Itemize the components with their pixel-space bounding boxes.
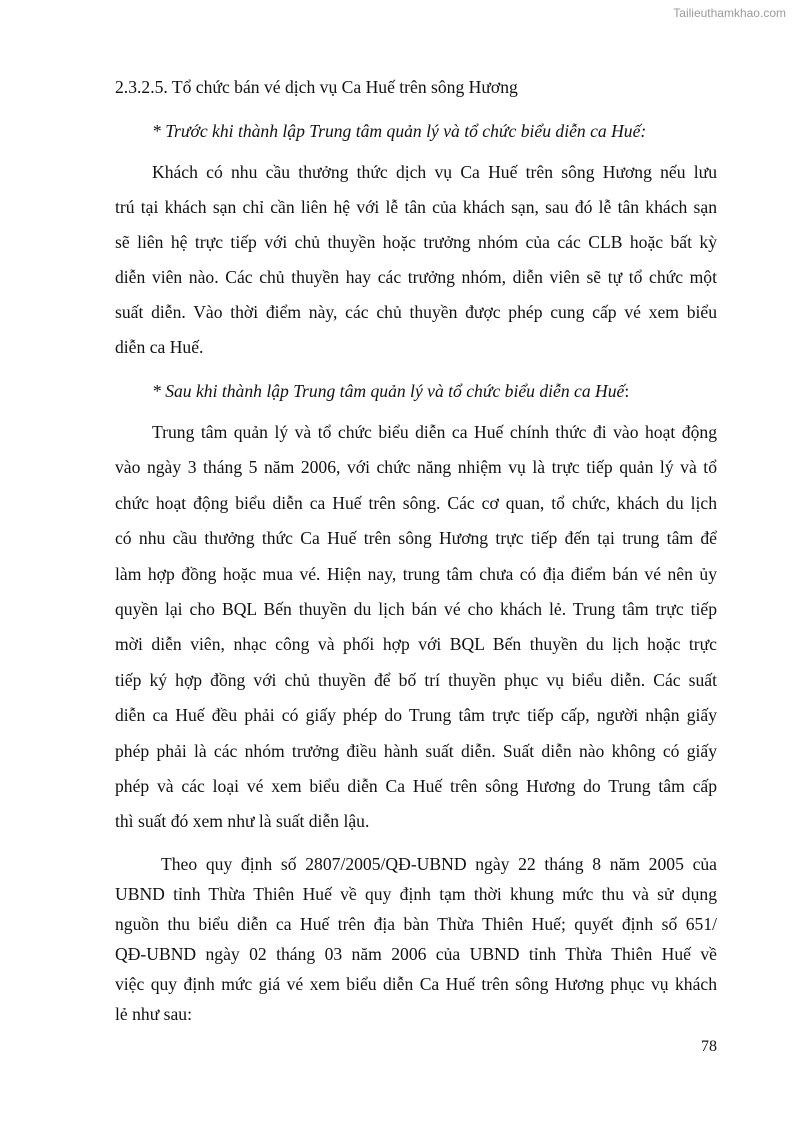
text-line: phép và các loại vé xem biểu diễn Ca Huế trên sông Hương do Trung tâm cấp <box>115 776 717 796</box>
subheading-before: * Trước khi thành lập Trung tâm quản lý và tổ chức biểu diễn ca Huế: <box>152 121 647 141</box>
text-line: Khách có nhu cầu thưởng thức dịch vụ Ca Huế trên sông Hương nếu lưu <box>152 162 717 182</box>
text-line: UBND tỉnh Thừa Thiên Huế về quy định tạm thời khung mức thu và sử dụng <box>115 884 717 904</box>
watermark: Tailieuthamkhao.com <box>673 6 786 20</box>
text-line: QĐ-UBND ngày 02 tháng 03 năm 2006 của UBND tỉnh Thừa Thiên Huế về <box>115 944 717 964</box>
text-line: phép phải là các nhóm trưởng điều hành suất diễn. Suất diễn nào không có giấy <box>115 740 717 761</box>
text-line: nguồn thu biểu diễn ca Huế trên địa bàn Thừa Thiên Huế; quyết định số 651/ <box>115 914 717 934</box>
subheading-after <box>152 380 754 402</box>
subheading-after-text: * Sau khi thành lập Trung tâm quản lý và tổ chức biểu diễn ca Huế <box>152 381 625 401</box>
text-line: Trung tâm quản lý và tổ chức biểu diễn ca Huế chính thức đi vào hoạt động <box>152 422 717 442</box>
text-line: vào ngày 3 tháng 5 năm 2006, với chức năng nhiệm vụ là trực tiếp quản lý và tổ <box>115 457 717 478</box>
text-line: trú tại khách sạn chỉ cần liên hệ với lễ tân của khách sạn, sau đó lễ tân khách sạn <box>115 197 717 217</box>
text-line: lẻ như sau: <box>115 1004 192 1024</box>
text-line: làm hợp đồng hoặc mua vé. Hiện nay, trung tâm chưa có địa điểm bán vé nên ủy <box>115 563 717 584</box>
text-line: diễn viên nào. Các chủ thuyền hay các trưởng nhóm, diễn viên sẽ tự tổ chức một <box>115 267 717 287</box>
page-number: 78 <box>701 1038 717 1055</box>
text-line: thì suất đó xem như là suất diễn lậu. <box>115 811 370 832</box>
text-line: Theo quy định số 2807/2005/QĐ-UBND ngày 22 tháng 8 năm 2005 của <box>161 854 717 874</box>
text-line: sẽ liên hệ trực tiếp với chủ thuyền hoặc trưởng nhóm của các CLB hoặc bất kỳ <box>115 232 717 252</box>
text-line: suất diễn. Vào thời điểm này, các chủ thuyền được phép cung cấp vé xem biểu <box>115 302 717 322</box>
text-line: tiếp ký hợp đồng với chủ thuyền để bố trí thuyền phục vụ biểu diễn. Các suất <box>115 669 717 690</box>
text-line: chức hoạt động biểu diễn ca Huế trên sông. Các cơ quan, tổ chức, khách du lịch <box>115 492 717 513</box>
section-heading: 2.3.2.5. Tổ chức bán vé dịch vụ Ca Huế trên sông Hương <box>115 77 518 97</box>
text-line: mời diễn viên, nhạc công và phối hợp với BQL Bến thuyền du lịch hoặc trực <box>115 634 717 655</box>
text-line: có nhu cầu thưởng thức Ca Huế trên sông Hương trực tiếp đến tại trung tâm để <box>115 528 717 549</box>
subheading-after-colon: : <box>624 381 630 401</box>
text-line: diễn ca Huế đều phải có giấy phép do Trung tâm trực tiếp cấp, người nhận giấy <box>115 705 717 726</box>
text-line: việc quy định mức giá vé xem biểu diễn Ca Huế trên sông Hương phục vụ khách <box>115 974 717 994</box>
text-line: diễn ca Huế. <box>115 337 204 357</box>
text-line: quyền lại cho BQL Bến thuyền du lịch bán vé cho khách lẻ. Trung tâm trực tiếp <box>115 599 717 619</box>
